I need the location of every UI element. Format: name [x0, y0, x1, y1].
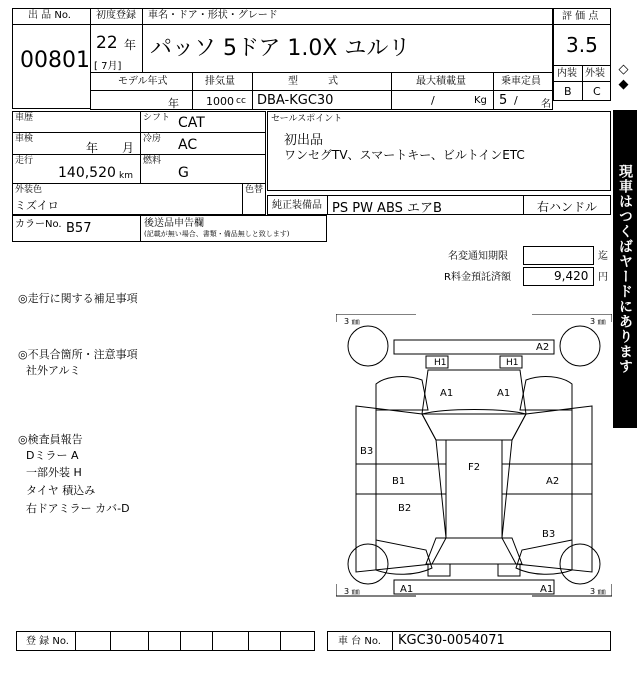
tire-depth-fr: 3 ㎜ — [590, 317, 606, 326]
damage-mark: A1 — [540, 584, 554, 595]
diamond-top-icon: ◇◆ — [616, 62, 631, 92]
damage-mark: F2 — [468, 462, 481, 473]
exterior-color-label: 外装色 — [15, 185, 43, 195]
location-banner: 現車はつくばヤードにあります — [613, 110, 637, 428]
lot-no-label: 出 品 No. — [28, 10, 71, 21]
chassis-label: 車 台 No. — [338, 636, 381, 647]
damage-mark: A2 — [536, 342, 550, 353]
car-name-label: 車名・ドア・形状・グレード — [148, 10, 278, 21]
exterior-color: ミズイロ — [15, 199, 59, 212]
lot-no: 00801 — [20, 48, 90, 73]
diamond-bottom-icon: ◆◇ — [616, 376, 631, 406]
max-load-label: 最大積載量 — [416, 76, 466, 87]
model-code: DBA-KGC30 — [257, 93, 334, 108]
recolor-label: 色替 — [245, 185, 264, 195]
fuel-label: 燃料 — [143, 156, 162, 166]
driving-notes-title: ◎走行に関する補足事項 — [18, 292, 138, 305]
tire-front-left-icon — [348, 326, 388, 366]
defect-notes-title: ◎不具合箇所・注意事項 — [18, 348, 138, 361]
tire-depth-fl: 3 ㎜ — [344, 317, 360, 326]
damage-mark: A1 — [440, 388, 454, 399]
damage-mark: B2 — [398, 503, 412, 514]
mileage-value: 140,520 — [58, 165, 116, 181]
damage-mark: B3 — [542, 529, 556, 540]
ac-label: 冷房 — [143, 134, 162, 144]
shift-value: CAT — [178, 115, 205, 131]
cc-unit: cc — [236, 96, 246, 106]
color-no: B57 — [66, 221, 92, 236]
fuel-value: G — [178, 165, 189, 181]
recycle-label: R料金預託済額 — [444, 272, 511, 283]
sales-line-1: 初出品 — [284, 133, 324, 148]
eval-score: 3.5 — [566, 33, 598, 57]
damage-mark: B3 — [360, 446, 374, 457]
ac-value: AC — [178, 137, 198, 153]
car-name: パッソ 5ドア 1.0X ユルリ — [150, 36, 411, 61]
inspector-title: ◎検査員報告 — [18, 433, 83, 446]
recycle-unit: 円 — [598, 272, 608, 283]
reg-year: 22 — [96, 33, 118, 53]
shift-label: シフト — [143, 113, 171, 123]
first-reg-label: 初度登録 — [96, 10, 136, 21]
inspector-line: 一部外装 H — [26, 466, 82, 479]
damage-mark: B1 — [392, 476, 406, 487]
damage-mark: A2 — [546, 476, 560, 487]
displacement-label: 排気量 — [205, 76, 235, 87]
inspection-year-unit: 年 — [86, 141, 99, 155]
model-year-label: モデル年式 — [118, 76, 168, 87]
displacement: 1000 — [206, 95, 234, 108]
capacity-label: 乗車定員 — [501, 76, 541, 87]
inspector-line: タイヤ 積込み — [26, 484, 96, 497]
exterior-grade: C — [593, 85, 601, 98]
capacity: 5 — [499, 93, 508, 108]
kg-unit: Kg — [474, 95, 487, 106]
load-slash: / — [431, 94, 435, 107]
history-label: 車歴 — [15, 113, 34, 123]
interior-grade: B — [564, 85, 572, 98]
model-label: 型 式 — [288, 76, 338, 87]
equipment: PS PW ABS エアB — [332, 201, 442, 216]
sales-line-2: ワンセグTV、スマートキー、ビルトインETC — [284, 148, 525, 162]
interior-label: 内装 — [557, 68, 577, 79]
tire-rear-left-icon — [348, 544, 388, 584]
eval-label: 評 価 点 — [562, 11, 599, 22]
color-no-label: カラーNo. — [15, 219, 62, 230]
inspection-label: 車検 — [15, 134, 34, 144]
inspector-line: Dミラー A — [26, 449, 79, 462]
handle: 右ハンドル — [537, 200, 598, 214]
inspector-line: 右ドアミラー カバ-D — [26, 502, 130, 515]
exterior-label: 外装 — [585, 68, 605, 79]
name-change-label: 名変通知期限 — [448, 251, 508, 262]
tire-rear-right-icon — [560, 544, 600, 584]
km-unit: km — [119, 171, 133, 181]
tire-depth-rl: 3 ㎜ — [344, 587, 360, 596]
equipment-label: 純正装備品 — [272, 200, 322, 211]
damage-mark: H1 — [434, 358, 447, 368]
damage-mark: H1 — [506, 358, 519, 368]
name-change-box — [523, 246, 594, 265]
post-note: (記載が無い場合、書類・備品無しと致します) — [144, 230, 290, 238]
post-label: 後送品申告欄 — [144, 218, 204, 229]
capacity-unit: 名 — [541, 99, 551, 110]
tire-front-right-icon — [560, 326, 600, 366]
mileage-label: 走行 — [15, 156, 34, 166]
damage-mark: A1 — [497, 388, 511, 399]
capacity-slash: / — [514, 94, 518, 107]
defect-line: 社外アルミ — [26, 364, 81, 377]
model-year-unit: 年 — [168, 97, 179, 110]
name-change-suffix: 迄 — [598, 251, 608, 262]
tire-depth-rr: 3 ㎜ — [590, 587, 606, 596]
reg-month: [ 7月] — [94, 61, 122, 72]
reg-no-label: 登 録 No. — [26, 636, 69, 647]
damage-mark: A1 — [400, 584, 414, 595]
inspection-month-unit: 月 — [122, 141, 135, 155]
car-damage-diagram — [336, 314, 612, 600]
reg-year-unit: 年 — [124, 38, 137, 52]
sales-label: セールスポイント — [271, 114, 343, 124]
recycle-amount: 9,420 — [554, 269, 589, 283]
chassis-no: KGC30-0054071 — [398, 633, 505, 648]
